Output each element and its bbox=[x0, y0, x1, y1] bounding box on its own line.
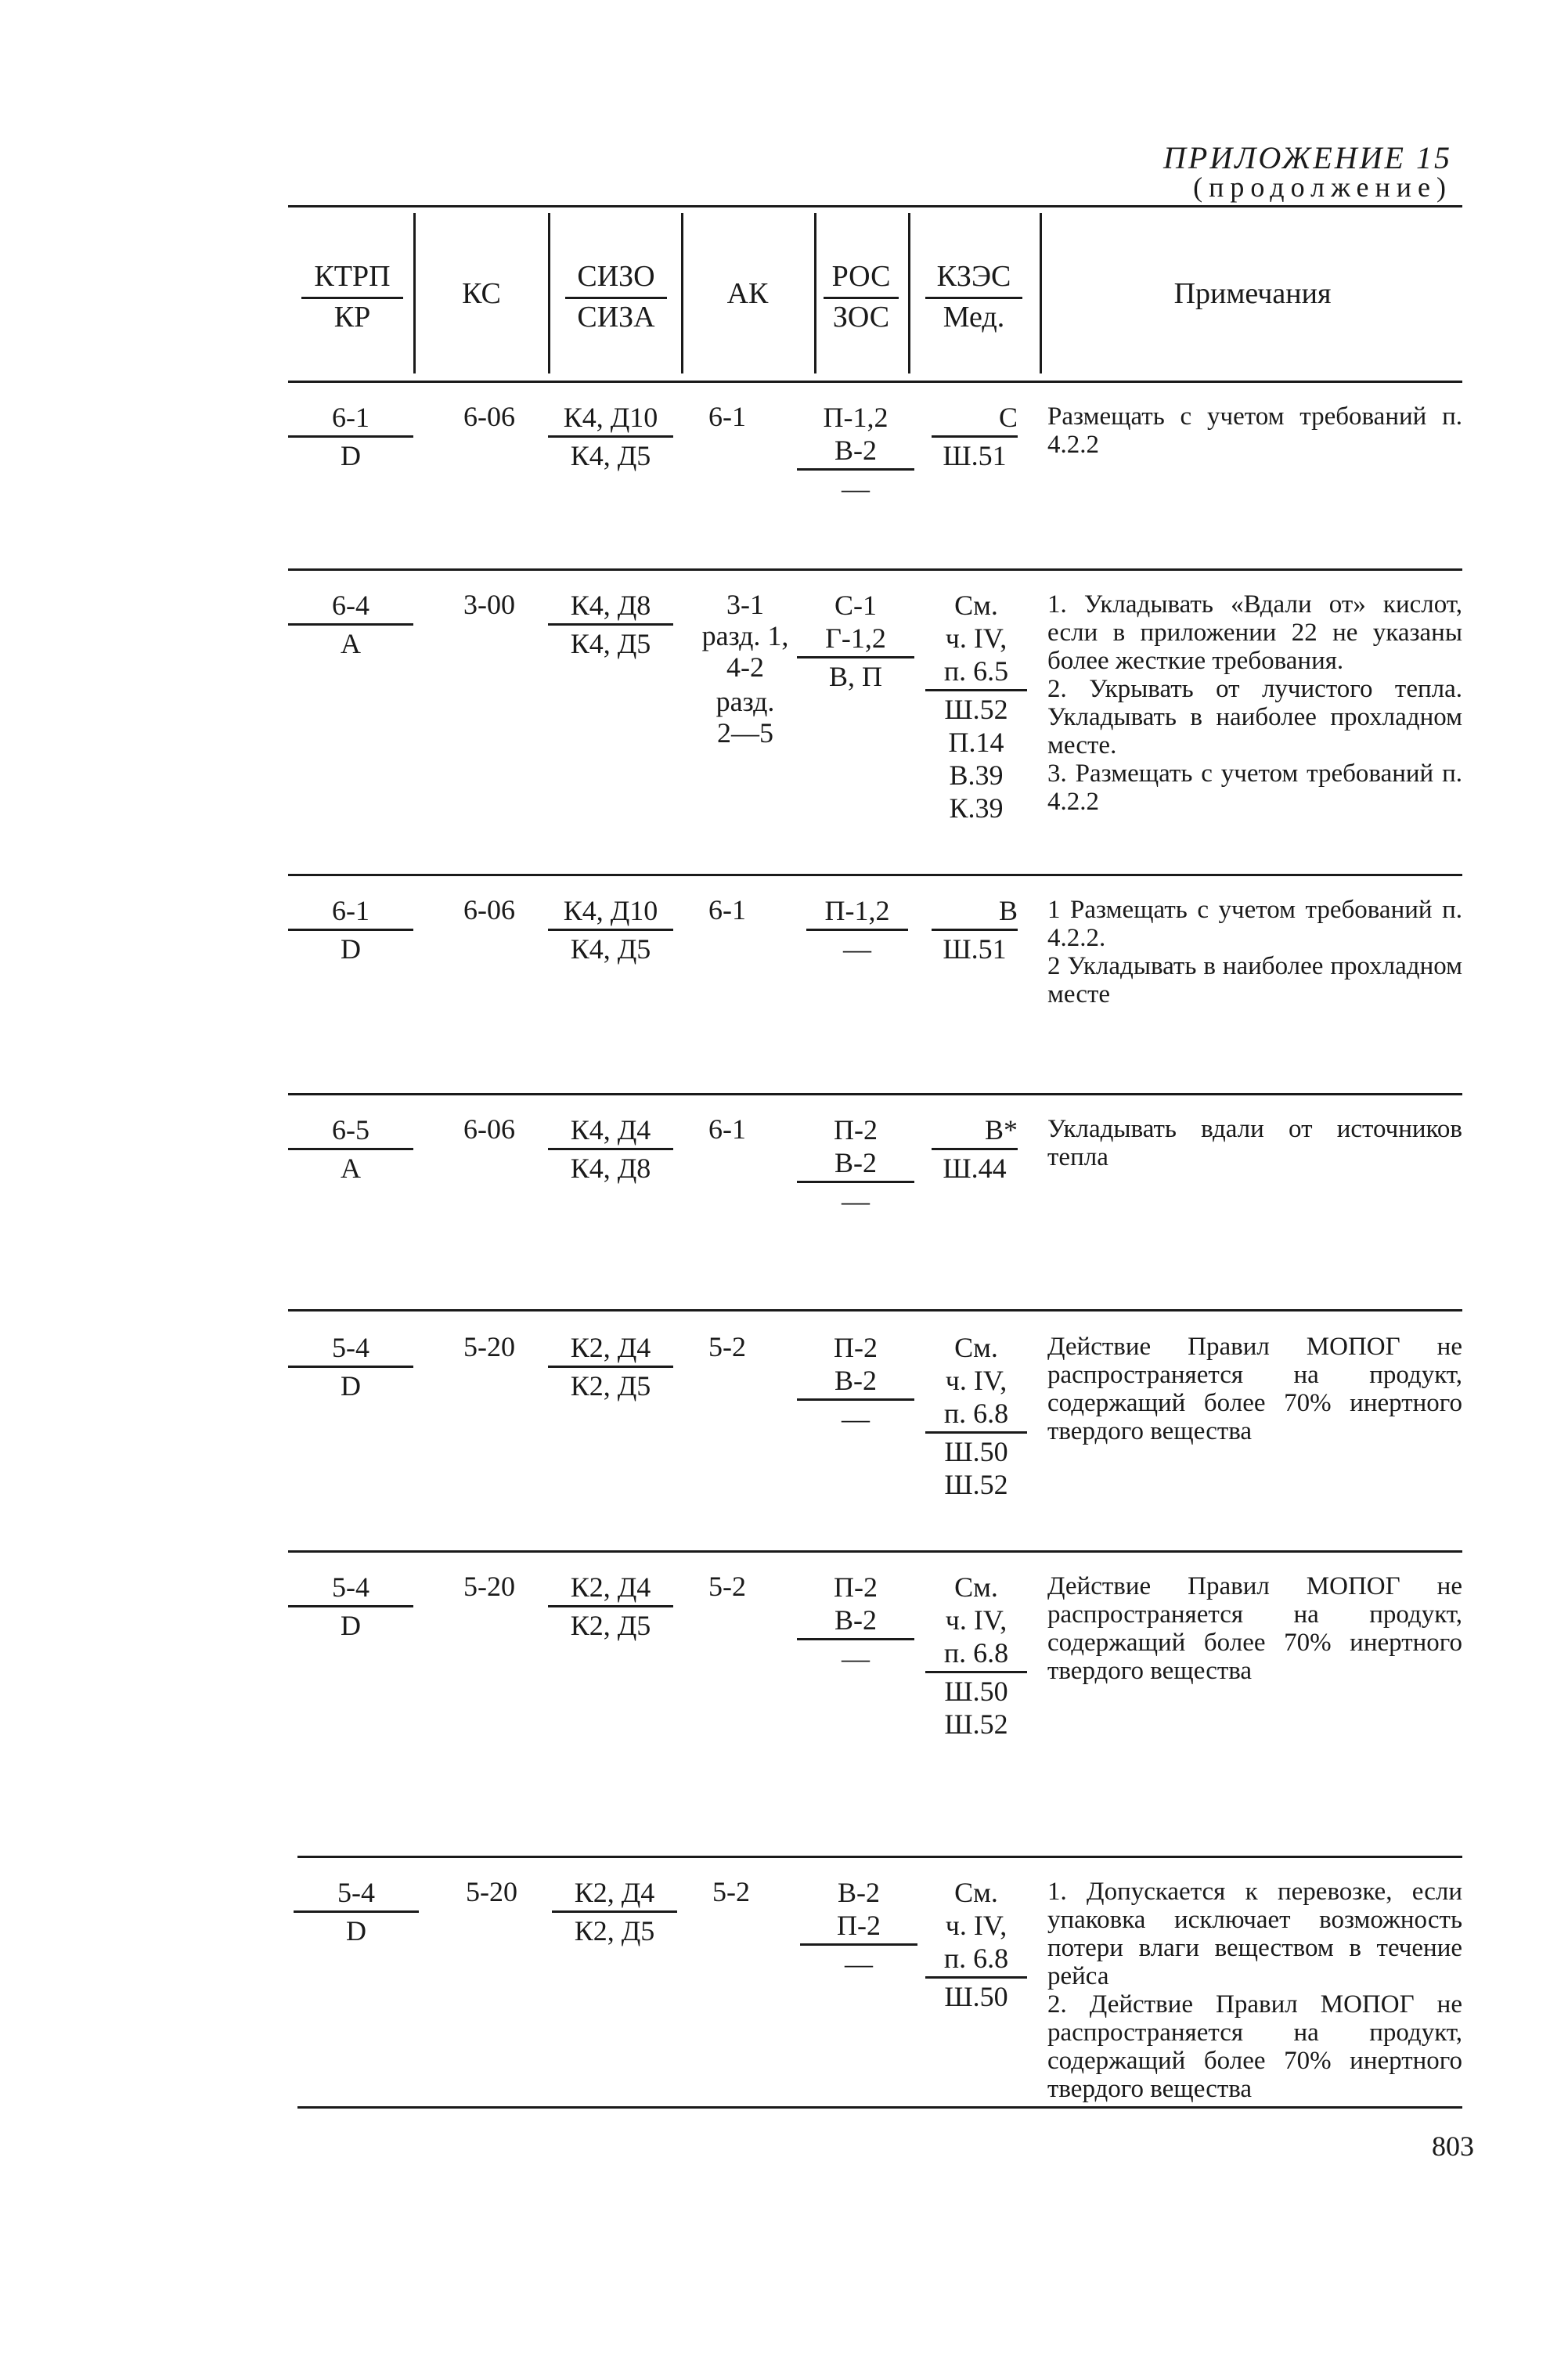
sizo-siza-value: К4, Д4 К4, Д8 bbox=[548, 1113, 673, 1185]
header-divider bbox=[814, 213, 816, 373]
row-note: Действие Правил МОПОГ не распространяется на продукт, содержащий более 70% инертного твердого вещества bbox=[1047, 1572, 1462, 1685]
ak-value: 5-2 bbox=[708, 1571, 746, 1602]
ak-value: 6-1 bbox=[708, 401, 746, 432]
ktrp-kr-value: $\frac{5-4}{D}$ bbox=[288, 1331, 413, 1402]
header-divider bbox=[548, 213, 550, 373]
kzes-med-value: B* Ш.44 bbox=[932, 1113, 1018, 1185]
row-divider bbox=[288, 874, 1462, 876]
ros-zos-value: С-1 Г-1,2 В, П bbox=[797, 589, 914, 693]
ak-value: 5-2 bbox=[708, 1331, 746, 1362]
ros-zos-value: В-2 П-2 — bbox=[800, 1876, 917, 1980]
ros-zos-value: П-1,2 В-2 — bbox=[797, 401, 914, 505]
page-number: 803 bbox=[1432, 2131, 1474, 2162]
kzes-med-value: B Ш.51 bbox=[932, 894, 1018, 965]
row-note: Укладывать вдали от источников тепла bbox=[1047, 1115, 1462, 1171]
column-header-sizo-siza: СИЗО СИЗА bbox=[565, 258, 667, 335]
column-header-kzes-med: КЗЭС Мед. bbox=[925, 258, 1022, 335]
ros-zos-value: П-2 В-2 — bbox=[797, 1113, 914, 1218]
ks-value: 6-06 bbox=[463, 1113, 515, 1145]
ks-value: 5-20 bbox=[463, 1331, 515, 1362]
ktrp-kr-value: $\frac{5-4}{D}$ bbox=[294, 1876, 419, 1947]
sizo-siza-value: К2, Д4 К2, Д5 bbox=[548, 1331, 673, 1402]
table-top-rule bbox=[288, 205, 1462, 207]
table-bottom-rule bbox=[297, 2106, 1462, 2109]
ks-value: 5-20 bbox=[466, 1876, 517, 1907]
row-note: 1. Допускается к перевозке, если упаковка исключает возможность потери влаги веществом в течение рейса 2. Действие Правил МОПОГ не распространяется на продукт, содержащий более 70% инертного твердого вещества bbox=[1047, 1878, 1462, 2103]
appendix-title: ПРИЛОЖЕНИЕ 15 bbox=[1163, 140, 1452, 175]
header-bottom-rule bbox=[288, 381, 1462, 383]
column-header-ks: КС bbox=[462, 277, 501, 310]
ros-zos-value: П-1,2 — bbox=[806, 894, 908, 965]
ak-value: 6-1 bbox=[708, 1113, 746, 1145]
ks-value: 6-06 bbox=[463, 894, 515, 925]
column-header-ros-zos: РОС ЗОС bbox=[824, 258, 899, 335]
row-note: Действие Правил МОПОГ не распространяется на продукт, содержащий более 70% инертного твердого вещества bbox=[1047, 1333, 1462, 1445]
ks-value: 5-20 bbox=[463, 1571, 515, 1602]
ak-value: 3-1 разд. 1, 4-2 разд. 2—5 bbox=[701, 589, 789, 749]
ros-zos-value: П-2 В-2 — bbox=[797, 1331, 914, 1435]
sizo-siza-value: К2, Д4 К2, Д5 bbox=[548, 1571, 673, 1642]
row-note: 1 Размещать с учетом требований п. 4.2.2. 2 Укладывать в наиболее прохладном месте bbox=[1047, 896, 1462, 1008]
kzes-med-value: C Ш.51 bbox=[932, 401, 1018, 472]
ak-value: 5-2 bbox=[712, 1876, 750, 1907]
sizo-siza-value: К2, Д4 К2, Д5 bbox=[552, 1876, 677, 1947]
row-divider bbox=[288, 568, 1462, 571]
sizo-siza-value: К4, Д8 К4, Д5 bbox=[548, 589, 673, 660]
kzes-med-value: См. ч. IV, п. 6.8 Ш.50 Ш.52 bbox=[925, 1331, 1027, 1501]
row-divider bbox=[288, 1093, 1462, 1095]
header-divider bbox=[413, 213, 416, 373]
row-divider bbox=[288, 1309, 1462, 1311]
kzes-med-value: См. ч. IV, п. 6.5 Ш.52 П.14 В.39 К.39 bbox=[925, 589, 1027, 824]
header-divider bbox=[681, 213, 683, 373]
row-note: 1. Укладывать «Вдали от» кислот, если в приложении 22 не указаны более жесткие требования. 2. Укрывать от лучистого тепла. Укладывать в наиболее прохладном месте. 3. Размещать с учетом требований п. 4.2.2 bbox=[1047, 590, 1462, 816]
ktrp-kr-value: $\frac{6-1}{D}$ bbox=[288, 401, 413, 472]
row-divider bbox=[288, 1550, 1462, 1553]
ks-value: 6-06 bbox=[463, 401, 515, 432]
header-divider bbox=[1040, 213, 1042, 373]
ks-value: 3-00 bbox=[463, 589, 515, 620]
ktrp-kr-value: $\frac{6-1}{D}$ bbox=[288, 894, 413, 965]
row-divider bbox=[297, 1856, 1462, 1858]
column-header-ak: АК bbox=[726, 277, 769, 310]
appendix-subtitle: (продолжение) bbox=[1193, 171, 1452, 203]
sizo-siza-value: К4, Д10 К4, Д5 bbox=[548, 894, 673, 965]
ros-zos-value: П-2 В-2 — bbox=[797, 1571, 914, 1675]
row-note: Размещать с учетом требований п. 4.2.2 bbox=[1047, 402, 1462, 459]
header-divider bbox=[908, 213, 910, 373]
ak-value: 6-1 bbox=[708, 894, 746, 925]
column-header-notes: Примечания bbox=[1173, 277, 1332, 310]
sizo-siza-value: К4, Д10 К4, Д5 bbox=[548, 401, 673, 472]
kzes-med-value: См. ч. IV, п. 6.8 Ш.50 Ш.52 bbox=[925, 1571, 1027, 1741]
ktrp-kr-value: $\frac{5-4}{D}$ bbox=[288, 1571, 413, 1642]
kzes-med-value: См. ч. IV, п. 6.8 Ш.50 bbox=[925, 1876, 1027, 2013]
ktrp-kr-value: $\frac{6-4}{A}$ bbox=[288, 589, 413, 660]
column-header-ktrp-kr: КТРП КР bbox=[301, 258, 403, 335]
ktrp-kr-value: $\frac{6-5}{A}$ bbox=[288, 1113, 413, 1185]
